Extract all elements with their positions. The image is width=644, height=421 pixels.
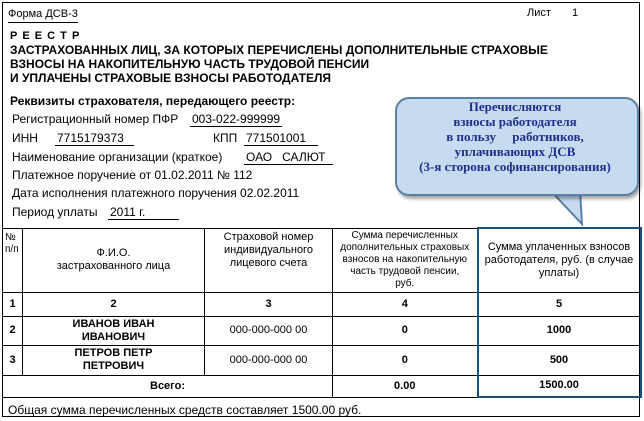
- row-employer: 500: [478, 345, 641, 375]
- row-num: 3: [3, 345, 23, 375]
- callout-line-3: в пользу работников,: [446, 129, 584, 144]
- header-num: [3, 228, 23, 292]
- row-dsv: 0: [333, 345, 478, 375]
- title-line-4: И УПЛАЧЕНЫ СТРАХОВЫЕ ВЗНОСЫ РАБОТОДАТЕЛЯ: [10, 71, 332, 85]
- header-dsv-line-1: Сумма перечисленных: [351, 230, 458, 241]
- org-label: Наименование организации (краткое): [12, 150, 223, 164]
- row-num: 2: [3, 316, 23, 345]
- header-fio: [23, 228, 205, 292]
- row-name-line-1: ИВАНОВ ИВАН: [72, 317, 155, 330]
- column-number-row: [3, 292, 641, 316]
- col-number-5: 5: [478, 292, 641, 316]
- header-employer-line-2: работодателя, руб. (в случае: [484, 253, 634, 266]
- pfr-value: 003-022-999999: [192, 112, 281, 126]
- row-name: [23, 316, 205, 345]
- total-row: [3, 375, 641, 397]
- col-number-2: 2: [23, 292, 205, 316]
- row-name-line-1: ПЕТРОВ ПЕТР: [74, 347, 153, 359]
- header-employer-line-3: уплаты): [538, 266, 580, 279]
- kpp-label: КПП: [213, 131, 238, 145]
- registry-table: [2, 227, 642, 398]
- row-name-line-2: ПЕТРОВИЧ: [82, 360, 145, 372]
- table-row: [3, 345, 641, 375]
- kpp-value: 771501001: [244, 132, 318, 146]
- header-snils-line-2: индивидуального: [224, 243, 313, 256]
- header-dsv-line-5: руб.: [395, 278, 415, 289]
- callout-text: [395, 99, 635, 174]
- header-dsv: [333, 228, 478, 292]
- table-header-row: [3, 228, 641, 292]
- col-number-4: 4: [333, 292, 478, 316]
- header-employer: [478, 228, 641, 292]
- header-num-line-1: №: [5, 231, 16, 243]
- row-snils: 000-000-000 00: [205, 345, 333, 375]
- header-snils-line-3: лицевого счета: [229, 256, 308, 269]
- sheet-number: 1: [572, 7, 579, 19]
- row-name-line-2: ИВАНОВИЧ: [81, 330, 146, 343]
- header-dsv-line-3: взносов на накопительную: [342, 254, 467, 265]
- form-label: Форма ДСВ-3: [8, 8, 78, 23]
- col-number-3: 3: [205, 292, 333, 316]
- title-line-3: ВЗНОСЫ НА НАКОПИТЕЛЬНУЮ ЧАСТЬ ТРУДОВОЙ ПЕНСИИ: [10, 57, 370, 71]
- header-snils: [205, 228, 333, 292]
- total-employer: 1500.00: [478, 375, 641, 397]
- sheet-label: Лист: [527, 7, 551, 19]
- inn-label: ИНН: [12, 131, 38, 145]
- period-value: 2011 г.: [108, 206, 179, 220]
- inn-value: 7715179373: [55, 132, 134, 146]
- header-employer-line-1: Сумма уплаченных взносов: [487, 240, 631, 253]
- total-dsv: 0.00: [333, 375, 478, 397]
- row-name: [23, 345, 205, 375]
- header-num-line-2: п/п: [5, 243, 19, 255]
- col-number-1: 1: [3, 292, 23, 316]
- callout-line-2: взносы работодателя: [453, 114, 577, 129]
- callout-line-5: (3-я сторона софинансирования): [419, 159, 611, 174]
- row-dsv: 0: [333, 316, 478, 345]
- header-snils-line-1: Страховой номер: [223, 230, 314, 243]
- callout-line-1: Перечисляются: [468, 99, 562, 114]
- header-dsv-line-4: часть трудовой пенсии,: [350, 266, 460, 277]
- row-employer: 1000: [478, 316, 641, 345]
- execution-date: Дата исполнения платежного поручения 02.02.2011: [12, 186, 300, 200]
- title-line-2: ЗАСТРАХОВАННЫХ ЛИЦ, ЗА КОТОРЫХ ПЕРЕЧИСЛЕНЫ ДОПОЛНИТЕЛЬНЫЕ СТРАХОВЫЕ: [10, 43, 548, 57]
- header-dsv-line-2: дополнительных страховых: [340, 242, 470, 253]
- total-label: Всего:: [3, 375, 333, 397]
- title-line-1: Р Е Е С Т Р: [10, 30, 81, 42]
- header-fio-line-1: Ф.И.О.: [96, 247, 131, 259]
- period-label: Период уплаты: [12, 205, 98, 219]
- row-snils: 000-000-000 00: [205, 316, 333, 345]
- table-row: [3, 316, 641, 345]
- callout-line-4: уплачивающих ДСВ: [454, 144, 576, 159]
- org-value: ОАО САЛЮТ: [244, 151, 333, 165]
- insurer-heading: Реквизиты страхователя, передающего реестр:: [10, 94, 296, 108]
- pfr-label: Регистрационный номер ПФР: [12, 112, 179, 126]
- footer-total-note: Общая сумма перечисленных средств составляет 1500.00 руб.: [8, 403, 362, 417]
- payment-order: Платежное поручение от 01.02.2011 № 112: [12, 168, 253, 182]
- header-fio-line-2: застрахованного лица: [56, 260, 171, 272]
